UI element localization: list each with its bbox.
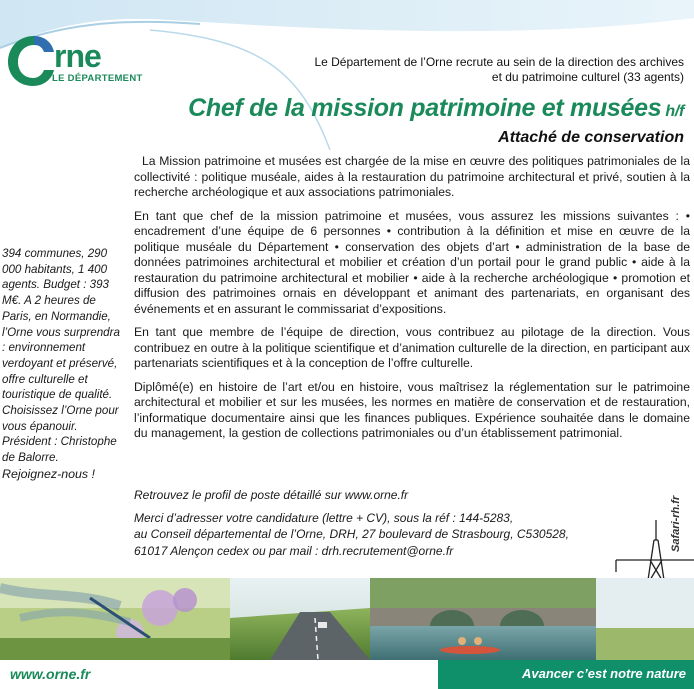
agency-credit-text: Safari-rh.fr <box>670 495 682 552</box>
job-title-text: Chef de la mission patrimoine et musées <box>188 94 662 122</box>
logo-wordmark: rne <box>54 38 101 74</box>
duties-paragraph: En tant que chef de la mission patrimoine et musées, vous assurez les missions suivantes : • encadrement d’une équipe de 6 personnes • contribution à la définition et mise en œuvre de la politique muséale du Département • conservation des objets d’art • administration de la base de données patrimoines architectural et mobilier et création d’un portail pour le grand public • aide à la restauration du patrimoine architectural et mobilier • aide à la recherche archéologique • promotion et diffusion des patrimoines ornais en développant et animant des partenariats, en organisant des événements et en assurant le commissariat d’expositions. <box>134 208 690 316</box>
management-paragraph: En tant que membre de l’équipe de direction, vous contribuez au pilotage de la direction. Vous contribuez en outre à la politique scientifique et d’animation culturelle de la direction, en participant aux partenariats scientifiques et à la conception de l’offre culturelle. <box>134 325 690 370</box>
footer-website-link[interactable]: www.orne.fr <box>10 666 91 682</box>
orne-logo-o-icon <box>4 30 56 90</box>
profile-link-text[interactable]: Retrouvez le profil de poste détaillé sur www.orne.fr <box>134 488 409 502</box>
job-subtitle: Attaché de conservation <box>498 129 684 146</box>
job-description <box>134 154 690 450</box>
job-title <box>188 94 684 123</box>
facts-text: 394 communes, 290 000 habitants, 1 400 agents. Budget : 393 M€. A 2 heures de Paris, en Normandie, l’Orne vous surprendra : environnement verdoyant et préservé, offre culturelle et touristique de qualité. Choisissez l’Orne pour vous épanouir. Président : Christophe de Balorre. <box>2 247 120 465</box>
orne-logo[interactable] <box>4 26 164 96</box>
intro-text <box>244 55 684 85</box>
logo-subtitle: LE DÉPARTEMENT <box>52 73 143 84</box>
application-line-2: au Conseil départemental de l’Orne, DRH, 27 boulevard de Strasbourg, C530528, <box>134 527 569 541</box>
application-line-3[interactable]: 61017 Alençon cedex ou par mail : drh.recrutement@orne.fr <box>134 543 454 558</box>
application-line-1: Merci d’adresser votre candidature (lettre + CV), sous la réf : 144-5283, <box>134 510 514 525</box>
application-info <box>134 487 604 559</box>
department-facts <box>2 246 120 483</box>
join-us-text: Rejoignez-nous ! <box>2 466 95 481</box>
profile-paragraph: Diplômé(e) en histoire de l’art et/ou en histoire, vous maîtrisez la réglementation sur le patrimoine architectural et mobilier et sur les musées, les normes en matière de conservation et de restauration, l’informatique documentaire ainsi que les finances publiques. Expérience souhaitée dans le domaine du management, la gestion de collections patrimoniales ou d’un établissement patrimonial. <box>134 379 690 440</box>
landscape-photo-strip <box>0 578 694 660</box>
intro-line-1: Le Département de l’Orne recrute au sein de la direction des archives <box>314 55 684 69</box>
footer-slogan: Avancer c’est notre nature <box>521 666 686 681</box>
footer <box>0 660 694 689</box>
job-title-gender-suffix: h/f <box>665 103 684 120</box>
intro-line-2: et du patrimoine culturel (33 agents) <box>491 70 684 84</box>
mission-paragraph: La Mission patrimoine et musées est chargée de la mise en œuvre des politiques patrimoniales de la collectivité : politique muséale, aides à la restauration du patrimoine architectural et privé, soutien à la recherche archéologique et aux associations patrimoniales. <box>134 154 690 199</box>
footer-slogan-band <box>438 660 694 689</box>
